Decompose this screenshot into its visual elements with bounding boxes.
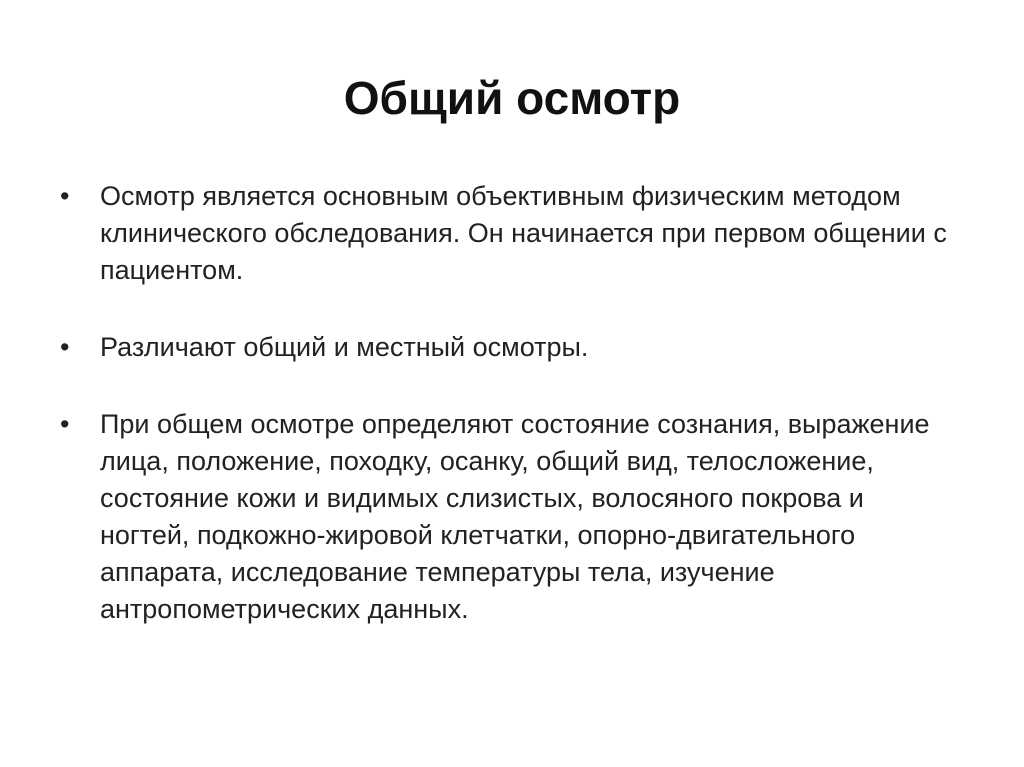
slide-title: Общий осмотр bbox=[343, 72, 681, 124]
bullet-text: Различают общий и местный осмотры. bbox=[100, 332, 589, 362]
bullet-item bbox=[60, 329, 960, 366]
bullet-dot-icon: • bbox=[60, 181, 70, 211]
bullet-text: Осмотр является основным объективным физическим методом клинического обследования. Он начинается при первом общении с пациентом. bbox=[100, 181, 947, 285]
bullet-item bbox=[60, 178, 960, 289]
bullet-item bbox=[60, 406, 960, 628]
bullet-dot-icon: • bbox=[60, 409, 70, 439]
bullet-list bbox=[60, 178, 960, 628]
bullet-text: При общем осмотре определяют состояние сознания, выражение лица, положение, походку, осанку, общий вид, телосложение, состояние кожи и видимых слизистых, волосяного покрова и ногтей, подкожно-жировой клетчатки, опорно-двигательного аппарата, исследование температуры тела, изучение антропометрических данных. bbox=[100, 409, 930, 624]
bullet-dot-icon: • bbox=[60, 332, 70, 362]
